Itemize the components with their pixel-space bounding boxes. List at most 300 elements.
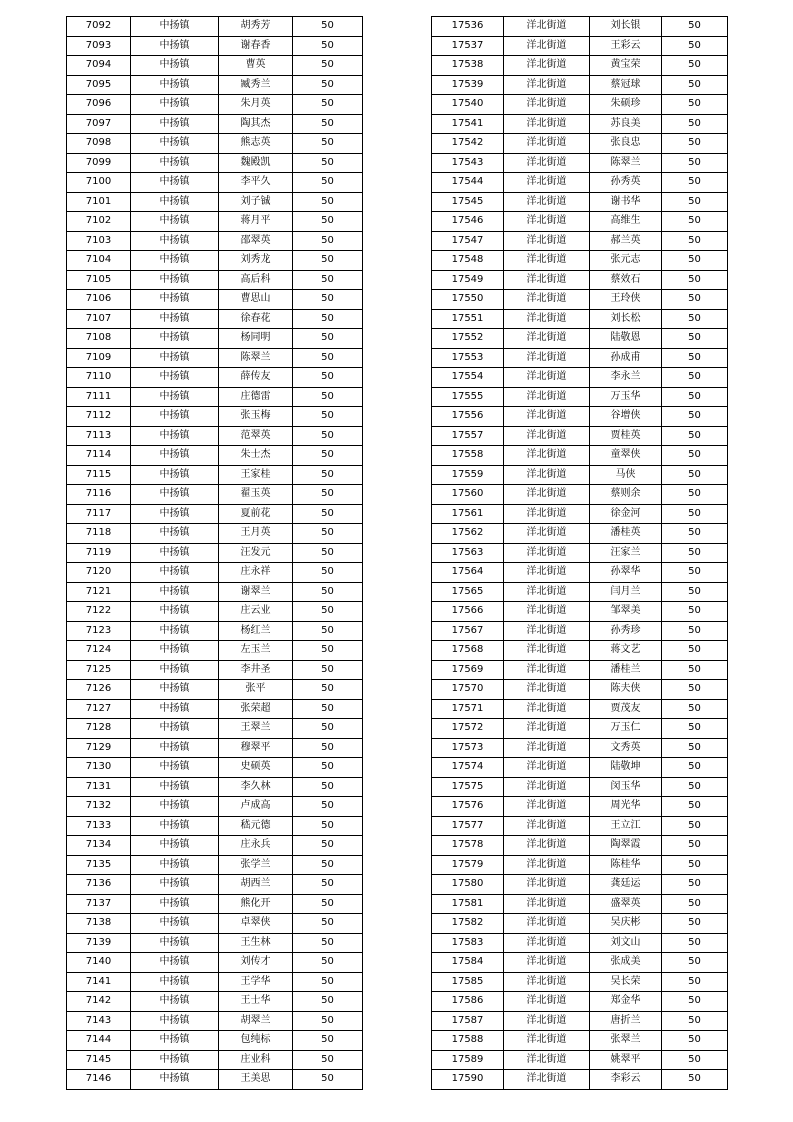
serial-number-cell: 7122 — [67, 602, 131, 622]
table-row — [432, 504, 728, 524]
serial-number-cell: 7092 — [67, 17, 131, 37]
name-cell: 包纯标 — [219, 1031, 293, 1051]
name-cell: 薛传友 — [219, 368, 293, 388]
serial-number-cell: 7107 — [67, 309, 131, 329]
serial-number-cell: 17573 — [432, 738, 504, 758]
amount-cell: 50 — [662, 836, 728, 856]
table-row — [432, 368, 728, 388]
township-cell: 洋北街道 — [504, 446, 590, 466]
name-cell: 陈翠兰 — [219, 348, 293, 368]
table-row — [432, 446, 728, 466]
township-cell: 洋北街道 — [504, 387, 590, 407]
serial-number-cell: 17570 — [432, 680, 504, 700]
township-cell: 中扬镇 — [131, 738, 219, 758]
serial-number-cell: 17569 — [432, 660, 504, 680]
table-row — [67, 855, 363, 875]
serial-number-cell: 7136 — [67, 875, 131, 895]
name-cell: 王彩云 — [590, 36, 662, 56]
name-cell: 童翠侠 — [590, 446, 662, 466]
amount-cell: 50 — [662, 348, 728, 368]
name-cell: 王家桂 — [219, 465, 293, 485]
amount-cell: 50 — [293, 914, 363, 934]
serial-number-cell: 17563 — [432, 543, 504, 563]
name-cell: 李平久 — [219, 173, 293, 193]
serial-number-cell: 7106 — [67, 290, 131, 310]
township-cell: 中扬镇 — [131, 621, 219, 641]
amount-cell: 50 — [293, 972, 363, 992]
table-row — [67, 875, 363, 895]
table-row — [67, 56, 363, 76]
township-cell: 中扬镇 — [131, 816, 219, 836]
name-cell: 王士华 — [219, 992, 293, 1012]
table-row — [67, 992, 363, 1012]
name-cell: 朱士杰 — [219, 446, 293, 466]
amount-cell: 50 — [293, 17, 363, 37]
serial-number-cell: 17559 — [432, 465, 504, 485]
name-cell: 陶其杰 — [219, 114, 293, 134]
name-cell: 陆敬恩 — [590, 329, 662, 349]
township-cell: 洋北街道 — [504, 426, 590, 446]
township-cell: 中扬镇 — [131, 446, 219, 466]
amount-cell: 50 — [293, 953, 363, 973]
township-cell: 洋北街道 — [504, 719, 590, 739]
serial-number-cell: 17566 — [432, 602, 504, 622]
township-cell: 中扬镇 — [131, 290, 219, 310]
table-row — [432, 914, 728, 934]
amount-cell: 50 — [662, 114, 728, 134]
serial-number-cell: 7104 — [67, 251, 131, 271]
amount-cell: 50 — [662, 933, 728, 953]
serial-number-cell: 7140 — [67, 953, 131, 973]
name-cell: 黄宝荣 — [590, 56, 662, 76]
table-row — [432, 348, 728, 368]
name-cell: 姚翠平 — [590, 1050, 662, 1070]
amount-cell: 50 — [293, 855, 363, 875]
township-cell: 中扬镇 — [131, 134, 219, 154]
serial-number-cell: 7108 — [67, 329, 131, 349]
name-cell: 文秀英 — [590, 738, 662, 758]
township-cell: 洋北街道 — [504, 212, 590, 232]
table-row — [67, 192, 363, 212]
name-cell: 谢书华 — [590, 192, 662, 212]
serial-number-cell: 7099 — [67, 153, 131, 173]
amount-cell: 50 — [662, 192, 728, 212]
name-cell: 龚廷运 — [590, 875, 662, 895]
amount-cell: 50 — [662, 173, 728, 193]
serial-number-cell: 17549 — [432, 270, 504, 290]
township-cell: 中扬镇 — [131, 933, 219, 953]
serial-number-cell: 7097 — [67, 114, 131, 134]
table-row — [67, 641, 363, 661]
table-row — [67, 660, 363, 680]
table-row — [67, 563, 363, 583]
township-cell: 中扬镇 — [131, 368, 219, 388]
serial-number-cell: 7120 — [67, 563, 131, 583]
amount-cell: 50 — [293, 699, 363, 719]
amount-cell: 50 — [293, 660, 363, 680]
name-cell: 杨红兰 — [219, 621, 293, 641]
name-cell: 刘秀龙 — [219, 251, 293, 271]
name-cell: 郝兰英 — [590, 231, 662, 251]
table-row — [67, 816, 363, 836]
name-cell: 周光华 — [590, 797, 662, 817]
amount-cell: 50 — [293, 504, 363, 524]
township-cell: 洋北街道 — [504, 992, 590, 1012]
township-cell: 中扬镇 — [131, 1050, 219, 1070]
table-row — [67, 75, 363, 95]
township-cell: 中扬镇 — [131, 173, 219, 193]
serial-number-cell: 7141 — [67, 972, 131, 992]
name-cell: 苏良美 — [590, 114, 662, 134]
name-cell: 马侠 — [590, 465, 662, 485]
table-row — [67, 485, 363, 505]
township-cell: 洋北街道 — [504, 134, 590, 154]
township-cell: 中扬镇 — [131, 992, 219, 1012]
amount-cell: 50 — [662, 56, 728, 76]
township-cell: 中扬镇 — [131, 699, 219, 719]
serial-number-cell: 17588 — [432, 1031, 504, 1051]
name-cell: 邵翠英 — [219, 231, 293, 251]
name-cell: 魏殿凯 — [219, 153, 293, 173]
name-cell: 张平 — [219, 680, 293, 700]
name-cell: 张学兰 — [219, 855, 293, 875]
township-cell: 中扬镇 — [131, 836, 219, 856]
amount-cell: 50 — [662, 875, 728, 895]
table-row — [432, 17, 728, 37]
amount-cell: 50 — [293, 875, 363, 895]
township-cell: 洋北街道 — [504, 407, 590, 427]
name-cell: 卓翠侠 — [219, 914, 293, 934]
serial-number-cell: 17572 — [432, 719, 504, 739]
township-cell: 中扬镇 — [131, 426, 219, 446]
township-cell: 洋北街道 — [504, 621, 590, 641]
name-cell: 王学华 — [219, 972, 293, 992]
township-cell: 中扬镇 — [131, 1070, 219, 1090]
table-row — [432, 251, 728, 271]
table-row — [67, 777, 363, 797]
serial-number-cell: 17556 — [432, 407, 504, 427]
serial-number-cell: 7128 — [67, 719, 131, 739]
name-cell: 刘长松 — [590, 309, 662, 329]
name-cell: 胡秀芳 — [219, 17, 293, 37]
serial-number-cell: 17540 — [432, 95, 504, 115]
table-row — [432, 36, 728, 56]
amount-cell: 50 — [293, 836, 363, 856]
township-cell: 洋北街道 — [504, 641, 590, 661]
serial-number-cell: 17546 — [432, 212, 504, 232]
township-cell: 洋北街道 — [504, 1031, 590, 1051]
table-row — [67, 173, 363, 193]
serial-number-cell: 7121 — [67, 582, 131, 602]
township-cell: 洋北街道 — [504, 1011, 590, 1031]
amount-cell: 50 — [662, 641, 728, 661]
township-cell: 中扬镇 — [131, 75, 219, 95]
township-cell: 洋北街道 — [504, 738, 590, 758]
name-cell: 汪发元 — [219, 543, 293, 563]
serial-number-cell: 17537 — [432, 36, 504, 56]
amount-cell: 50 — [662, 368, 728, 388]
township-cell: 中扬镇 — [131, 563, 219, 583]
township-cell: 洋北街道 — [504, 855, 590, 875]
serial-number-cell: 7094 — [67, 56, 131, 76]
serial-number-cell: 7126 — [67, 680, 131, 700]
table-row — [432, 114, 728, 134]
township-cell: 中扬镇 — [131, 582, 219, 602]
name-cell: 翟玉英 — [219, 485, 293, 505]
amount-cell: 50 — [293, 582, 363, 602]
amount-cell: 50 — [293, 543, 363, 563]
amount-cell: 50 — [662, 504, 728, 524]
name-cell: 邹翠美 — [590, 602, 662, 622]
name-cell: 张元志 — [590, 251, 662, 271]
township-cell: 中扬镇 — [131, 602, 219, 622]
table-row — [432, 797, 728, 817]
serial-number-cell: 17541 — [432, 114, 504, 134]
table-row — [432, 56, 728, 76]
name-cell: 朱硕珍 — [590, 95, 662, 115]
amount-cell: 50 — [662, 953, 728, 973]
serial-number-cell: 17542 — [432, 134, 504, 154]
name-cell: 汪家兰 — [590, 543, 662, 563]
township-cell: 中扬镇 — [131, 329, 219, 349]
amount-cell: 50 — [293, 446, 363, 466]
table-row — [432, 485, 728, 505]
amount-cell: 50 — [293, 485, 363, 505]
table-row — [67, 212, 363, 232]
name-cell: 唐折兰 — [590, 1011, 662, 1031]
amount-cell: 50 — [662, 719, 728, 739]
serial-number-cell: 17590 — [432, 1070, 504, 1090]
amount-cell: 50 — [293, 758, 363, 778]
amount-cell: 50 — [293, 309, 363, 329]
table-row — [67, 290, 363, 310]
name-cell: 夏前花 — [219, 504, 293, 524]
township-cell: 中扬镇 — [131, 192, 219, 212]
township-cell: 中扬镇 — [131, 114, 219, 134]
name-cell: 李彩云 — [590, 1070, 662, 1090]
amount-cell: 50 — [293, 407, 363, 427]
amount-cell: 50 — [662, 602, 728, 622]
serial-number-cell: 7118 — [67, 524, 131, 544]
table-row — [432, 875, 728, 895]
township-cell: 中扬镇 — [131, 777, 219, 797]
name-cell: 陶翠霞 — [590, 836, 662, 856]
table-row — [432, 153, 728, 173]
serial-number-cell: 17545 — [432, 192, 504, 212]
serial-number-cell: 17578 — [432, 836, 504, 856]
serial-number-cell: 7124 — [67, 641, 131, 661]
table-row — [432, 1050, 728, 1070]
name-cell: 蔡则余 — [590, 485, 662, 505]
township-cell: 洋北街道 — [504, 933, 590, 953]
table-row — [67, 680, 363, 700]
name-cell: 潘桂兰 — [590, 660, 662, 680]
table-row — [67, 582, 363, 602]
table-row — [432, 173, 728, 193]
table-row — [432, 894, 728, 914]
name-cell: 陆敬坤 — [590, 758, 662, 778]
township-cell: 中扬镇 — [131, 36, 219, 56]
table-row — [432, 426, 728, 446]
table-row — [432, 699, 728, 719]
serial-number-cell: 7111 — [67, 387, 131, 407]
serial-number-cell: 17584 — [432, 953, 504, 973]
township-cell: 洋北街道 — [504, 75, 590, 95]
amount-cell: 50 — [662, 855, 728, 875]
amount-cell: 50 — [293, 894, 363, 914]
township-cell: 洋北街道 — [504, 894, 590, 914]
serial-number-cell: 17582 — [432, 914, 504, 934]
township-cell: 中扬镇 — [131, 56, 219, 76]
name-cell: 刘长银 — [590, 17, 662, 37]
amount-cell: 50 — [662, 621, 728, 641]
serial-number-cell: 7146 — [67, 1070, 131, 1090]
name-cell: 史硕英 — [219, 758, 293, 778]
table-row — [67, 348, 363, 368]
table-row — [432, 953, 728, 973]
serial-number-cell: 7138 — [67, 914, 131, 934]
serial-number-cell: 7102 — [67, 212, 131, 232]
amount-cell: 50 — [662, 1070, 728, 1090]
table-row — [67, 153, 363, 173]
amount-cell: 50 — [293, 777, 363, 797]
amount-cell: 50 — [293, 387, 363, 407]
amount-cell: 50 — [662, 1011, 728, 1031]
serial-number-cell: 7116 — [67, 485, 131, 505]
serial-number-cell: 17577 — [432, 816, 504, 836]
amount-cell: 50 — [662, 251, 728, 271]
serial-number-cell: 17581 — [432, 894, 504, 914]
serial-number-cell: 7144 — [67, 1031, 131, 1051]
amount-cell: 50 — [293, 641, 363, 661]
township-cell: 洋北街道 — [504, 816, 590, 836]
amount-cell: 50 — [293, 1011, 363, 1031]
table-row — [67, 251, 363, 271]
serial-number-cell: 17565 — [432, 582, 504, 602]
amount-cell: 50 — [662, 36, 728, 56]
table-row — [432, 855, 728, 875]
table-row — [67, 758, 363, 778]
township-cell: 洋北街道 — [504, 270, 590, 290]
table-row — [67, 270, 363, 290]
amount-cell: 50 — [293, 212, 363, 232]
township-cell: 中扬镇 — [131, 719, 219, 739]
name-cell: 徐春花 — [219, 309, 293, 329]
serial-number-cell: 17562 — [432, 524, 504, 544]
serial-number-cell: 7127 — [67, 699, 131, 719]
township-cell: 中扬镇 — [131, 914, 219, 934]
township-cell: 洋北街道 — [504, 543, 590, 563]
township-cell: 洋北街道 — [504, 563, 590, 583]
amount-cell: 50 — [662, 972, 728, 992]
township-cell: 洋北街道 — [504, 524, 590, 544]
name-cell: 张翠兰 — [590, 1031, 662, 1051]
serial-number-cell: 17544 — [432, 173, 504, 193]
table-row — [432, 134, 728, 154]
table-row — [67, 95, 363, 115]
township-cell: 洋北街道 — [504, 504, 590, 524]
table-row — [67, 699, 363, 719]
table-row — [432, 465, 728, 485]
amount-cell: 50 — [662, 543, 728, 563]
serial-number-cell: 17564 — [432, 563, 504, 583]
table-row — [432, 719, 728, 739]
amount-cell: 50 — [293, 933, 363, 953]
serial-number-cell: 17536 — [432, 17, 504, 37]
table-row — [67, 426, 363, 446]
name-cell: 李井圣 — [219, 660, 293, 680]
name-cell: 陈翠兰 — [590, 153, 662, 173]
township-cell: 中扬镇 — [131, 1011, 219, 1031]
table-row — [67, 914, 363, 934]
table-row — [432, 270, 728, 290]
table-row — [67, 543, 363, 563]
township-cell: 洋北街道 — [504, 251, 590, 271]
amount-cell: 50 — [293, 270, 363, 290]
amount-cell: 50 — [293, 173, 363, 193]
serial-number-cell: 7119 — [67, 543, 131, 563]
amount-cell: 50 — [293, 680, 363, 700]
name-cell: 吴庆彬 — [590, 914, 662, 934]
name-cell: 庄业科 — [219, 1050, 293, 1070]
table-row — [67, 524, 363, 544]
table-row — [432, 738, 728, 758]
township-cell: 洋北街道 — [504, 1050, 590, 1070]
serial-number-cell: 17568 — [432, 641, 504, 661]
amount-cell: 50 — [293, 134, 363, 154]
table-row — [67, 894, 363, 914]
serial-number-cell: 7103 — [67, 231, 131, 251]
township-cell: 洋北街道 — [504, 465, 590, 485]
township-cell: 中扬镇 — [131, 212, 219, 232]
table-row — [432, 1011, 728, 1031]
name-cell: 贾桂英 — [590, 426, 662, 446]
amount-cell: 50 — [662, 738, 728, 758]
roster-table-left — [66, 16, 363, 1090]
name-cell: 曹思山 — [219, 290, 293, 310]
township-cell: 洋北街道 — [504, 348, 590, 368]
name-cell: 李永兰 — [590, 368, 662, 388]
table-row — [432, 660, 728, 680]
serial-number-cell: 17560 — [432, 485, 504, 505]
township-cell: 中扬镇 — [131, 524, 219, 544]
township-cell: 中扬镇 — [131, 680, 219, 700]
serial-number-cell: 17539 — [432, 75, 504, 95]
name-cell: 孙成甫 — [590, 348, 662, 368]
name-cell: 王玲侠 — [590, 290, 662, 310]
name-cell: 孙秀珍 — [590, 621, 662, 641]
amount-cell: 50 — [293, 992, 363, 1012]
serial-number-cell: 7132 — [67, 797, 131, 817]
township-cell: 中扬镇 — [131, 387, 219, 407]
amount-cell: 50 — [293, 368, 363, 388]
township-cell: 中扬镇 — [131, 641, 219, 661]
amount-cell: 50 — [293, 816, 363, 836]
table-row — [67, 134, 363, 154]
serial-number-cell: 7137 — [67, 894, 131, 914]
name-cell: 胡翠兰 — [219, 1011, 293, 1031]
amount-cell: 50 — [662, 446, 728, 466]
name-cell: 张良忠 — [590, 134, 662, 154]
serial-number-cell: 17580 — [432, 875, 504, 895]
name-cell: 蒋月平 — [219, 212, 293, 232]
township-cell: 中扬镇 — [131, 660, 219, 680]
table-row — [432, 758, 728, 778]
serial-number-cell: 17571 — [432, 699, 504, 719]
table-row — [67, 329, 363, 349]
serial-number-cell: 7109 — [67, 348, 131, 368]
name-cell: 刘文山 — [590, 933, 662, 953]
